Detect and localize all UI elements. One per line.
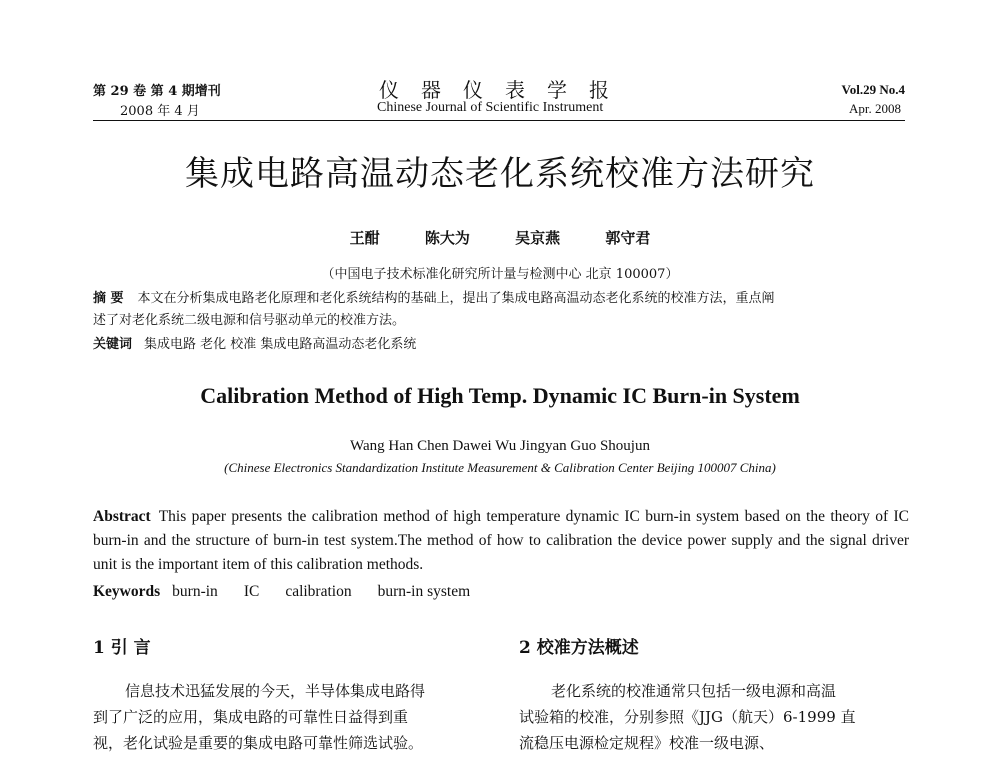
keyword: IC [243, 583, 260, 600]
column-left [93, 678, 485, 756]
abstract-cn-line: 本文在分析集成电路老化原理和老化系统结构的基础上，提出了集成电路高温动态老化系统的校准方法，重点阐 [137, 291, 775, 306]
authors-cn [0, 227, 1000, 248]
author-cn: 王酣 [349, 229, 380, 247]
journal-header [93, 74, 905, 122]
issue-label: 第 29 卷 第 4 期增刊 [93, 84, 221, 99]
authors-en: Wang Han Chen Dawei Wu Jingyan Guo Shoujun [350, 438, 650, 454]
author-cn: 陈大为 [424, 229, 470, 247]
journal-name-cn: 仪器仪表学报 [379, 78, 631, 102]
keywords-en [93, 580, 909, 604]
abstract-cn [93, 288, 909, 332]
body-line: 信息技术迅猛发展的今天，半导体集成电路得 [125, 682, 426, 700]
keyword: burn-in system [377, 583, 471, 600]
body-line: 试验箱的校准，分别参照《JJG（航天）6-1999 直 [519, 708, 856, 726]
abstract-cn-line: 述了对老化系统二级电源和信号驱动单元的校准方法。 [93, 313, 406, 328]
keyword: calibration [285, 583, 352, 600]
body-line: 视，老化试验是重要的集成电路可靠性筛选试验。 [93, 734, 424, 752]
volume-label: Vol.29 No.4 [841, 82, 905, 97]
abstract-cn-label: 摘 要 [93, 291, 124, 306]
author-cn: 郭守君 [605, 229, 651, 247]
affiliation-cn: （中国电子技术标准化研究所计量与检测中心 北京 100007） [321, 267, 679, 282]
abstract-en-text: This paper presents the calibration method of high temperature dynamic IC burn-in system based on the theory of IC burn-in and the structure of burn-in test system.The method of how to calibration the device power supply and the signal driver unit is the important item of this calibration methods. [93, 508, 909, 573]
section-heading-overview: 2 校准方法概述 [519, 638, 639, 658]
abstract-en [93, 505, 909, 577]
keywords-cn-text: 集成电路 老化 校准 集成电路高温动态老化系统 [144, 337, 417, 352]
body-line: 老化系统的校准通常只包括一级电源和高温 [551, 682, 837, 700]
header-rule [93, 120, 905, 121]
keyword: burn-in [172, 583, 218, 600]
keywords-cn [93, 334, 909, 356]
author-cn: 吴京燕 [515, 229, 561, 247]
keywords-cn-label: 关键词 [93, 337, 133, 352]
date-cn: 2008 年 4 月 [120, 104, 200, 119]
body-line: 流稳压电源检定规程》校准一级电源、 [519, 734, 775, 752]
keywords-en-label: Keywords [93, 583, 161, 600]
journal-name-en: Chinese Journal of Scientific Instrument [377, 100, 604, 115]
section-heading-introduction: 1 引 言 [93, 638, 151, 658]
abstract-en-label: Abstract [93, 508, 151, 525]
date-en: Apr. 2008 [849, 101, 901, 116]
affiliation-en: (Chinese Electronics Standardization Institute Measurement & Calibration Center Beijing 100007 China) [224, 460, 776, 475]
column-right [519, 678, 911, 756]
paper-title-cn: 集成电路高温动态老化系统校准方法研究 [185, 154, 815, 194]
body-line: 到了广泛的应用，集成电路的可靠性日益得到重 [93, 708, 409, 726]
paper-title-en: Calibration Method of High Temp. Dynamic IC Burn-in System [200, 383, 800, 408]
